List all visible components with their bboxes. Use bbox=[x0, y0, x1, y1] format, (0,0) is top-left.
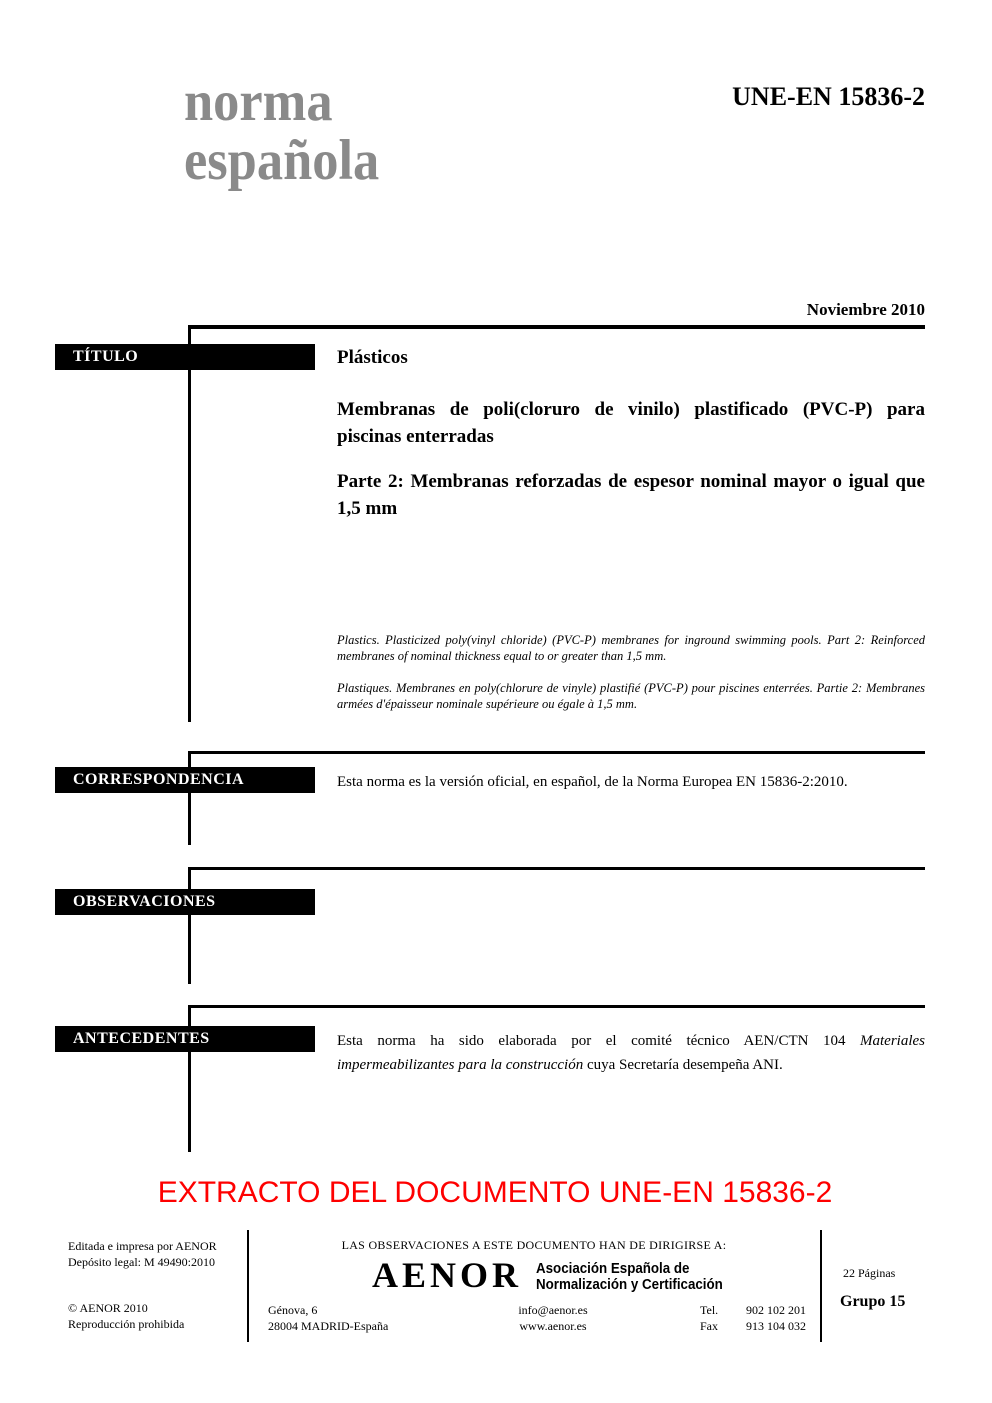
observaciones-label: OBSERVACIONES bbox=[55, 889, 315, 915]
aenor-org-line1: Asociación Española de bbox=[536, 1261, 690, 1277]
antecedentes-text-italic: Materiales impermeabilizantes para la construcción bbox=[337, 1033, 925, 1073]
footer-divider-left bbox=[247, 1230, 249, 1342]
correspondencia-left-rail bbox=[188, 751, 191, 845]
footer-divider-right bbox=[820, 1230, 822, 1342]
brand-line-2: española bbox=[184, 129, 380, 192]
footer-imprint-line1: Editada e impresa por AENOR bbox=[68, 1239, 217, 1253]
aenor-logo: AENOR bbox=[372, 1255, 523, 1295]
titulo-top-rule bbox=[188, 325, 925, 329]
titulo-paragraph-1: Membranas de poli(cloruro de vinilo) plastificado (PVC-P) para piscinas enterradas bbox=[337, 399, 925, 447]
footer-tel-label: Tel. bbox=[700, 1303, 719, 1317]
footer-page-count: 22 Páginas bbox=[843, 1266, 896, 1280]
antecedentes-text bbox=[337, 1029, 925, 1077]
footer-phone-block bbox=[700, 1302, 806, 1334]
observaciones-top-rule bbox=[188, 867, 925, 870]
footer-imprint bbox=[68, 1238, 217, 1270]
issue-date: Noviembre 2010 bbox=[806, 300, 925, 319]
french-abstract: Plastiques. Membranes en poly(chlorure de vinyle) plastifié (PVC-P) pour piscines enterrées. Partie 2: Membranes armées d'épaisseur nominale supérieure ou égale à 1,5 mm. bbox=[337, 681, 925, 711]
aenor-org-name bbox=[536, 1261, 723, 1293]
correspondencia-top-rule bbox=[188, 751, 925, 754]
titulo-paragraph-2: Parte 2: Membranas reforzadas de espesor nominal mayor o igual que 1,5 mm bbox=[337, 471, 925, 519]
aenor-org-line2: Normalización y Certificación bbox=[536, 1277, 723, 1293]
brand-line-1: norma bbox=[184, 70, 333, 133]
footer-copyright bbox=[68, 1300, 184, 1332]
footer-address-line2: 28004 MADRID-España bbox=[268, 1319, 389, 1333]
footer-imprint-line2: Depósito legal: M 49490:2010 bbox=[68, 1255, 215, 1269]
footer-fax-value: 913 104 032 bbox=[746, 1319, 806, 1333]
footer-fax-label: Fax bbox=[700, 1319, 718, 1333]
antecedentes-label: ANTECEDENTES bbox=[55, 1026, 315, 1052]
footer-copyright-line1: © AENOR 2010 bbox=[68, 1301, 148, 1315]
footer-copyright-line2: Reproducción prohibida bbox=[68, 1317, 185, 1331]
footer-tel-value: 902 102 201 bbox=[746, 1303, 806, 1317]
antecedentes-text-before: Esta norma ha sido elaborada por el comité técnico AEN/CTN 104 bbox=[337, 1033, 860, 1049]
titulo-heading: Plásticos bbox=[337, 347, 408, 368]
titulo-left-rail bbox=[188, 325, 191, 722]
norma-espanola-logo bbox=[184, 72, 379, 190]
correspondencia-text: Esta norma es la versión oficial, en español, de la Norma Europea EN 15836-2:2010. bbox=[337, 774, 848, 790]
footer-group: Grupo 15 bbox=[840, 1293, 906, 1310]
footer-address-line1: Génova, 6 bbox=[268, 1303, 318, 1317]
titulo-label: TÍTULO bbox=[55, 344, 315, 370]
antecedentes-top-rule bbox=[188, 1005, 925, 1008]
footer-notice: LAS OBSERVACIONES A ESTE DOCUMENTO HAN DE DIRIGIRSE A: bbox=[341, 1238, 727, 1252]
extracto-banner: EXTRACTO DEL DOCUMENTO UNE-EN 15836-2 bbox=[157, 1176, 833, 1209]
footer-fax-row bbox=[700, 1318, 806, 1334]
english-abstract: Plastics. Plasticized poly(vinyl chloride) (PVC-P) membranes for inground swimming pools. Part 2: Reinforced membranes of nominal thickness equal to or greater than 1,5 mm. bbox=[337, 633, 925, 663]
footer-email: info@aenor.es bbox=[518, 1303, 588, 1317]
observaciones-left-rail bbox=[188, 867, 191, 984]
footer-website: www.aenor.es bbox=[519, 1319, 587, 1333]
correspondencia-label: CORRESPONDENCIA bbox=[55, 767, 315, 793]
footer-web-contact bbox=[505, 1302, 601, 1334]
antecedentes-text-after: cuya Secretaría desempeña ANI. bbox=[583, 1057, 783, 1073]
footer-telephone-row bbox=[700, 1302, 806, 1318]
footer-address bbox=[268, 1302, 388, 1334]
document-code: UNE-EN 15836-2 bbox=[732, 82, 925, 111]
